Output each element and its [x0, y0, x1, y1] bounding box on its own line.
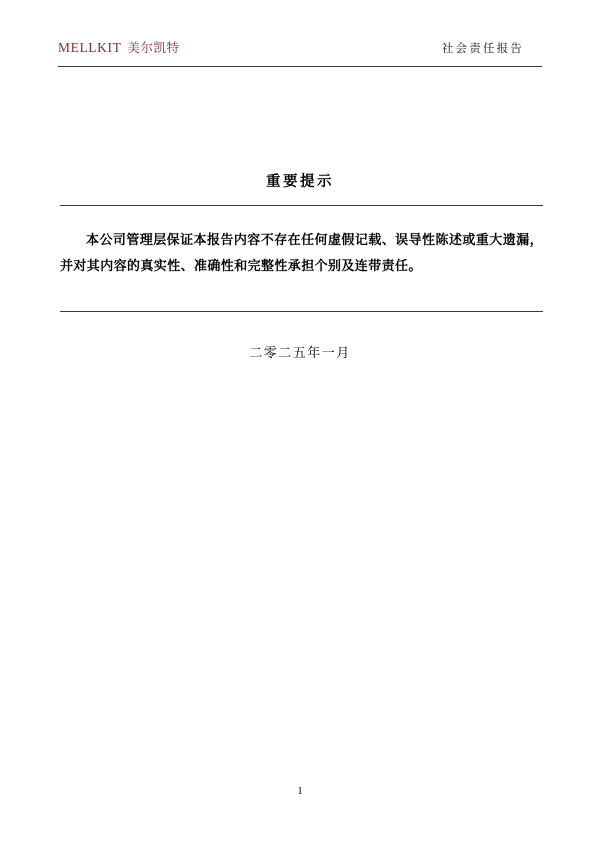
header-report-label: 社会责任报告	[441, 41, 524, 55]
page-number: 1	[297, 786, 303, 797]
statement-bottom-divider	[60, 311, 543, 312]
statement-paragraph: 本公司管理层保证本报告内容不存在任何虚假记载、误导性陈述或重大遗漏，并对其内容的真实性、准确性和完整性承担个别及连带责任。	[60, 233, 543, 274]
header-divider	[58, 66, 542, 67]
brand-latin-name: MELLKIT	[58, 40, 122, 55]
company-logo	[58, 38, 179, 56]
statement-top-divider	[60, 205, 543, 206]
brand-chinese-name: 美尔凯特	[127, 40, 180, 55]
page-title: 重要提示	[266, 174, 334, 190]
report-date: 二零二五年一月	[249, 346, 351, 361]
header-row	[58, 38, 542, 61]
page-header	[58, 38, 542, 68]
